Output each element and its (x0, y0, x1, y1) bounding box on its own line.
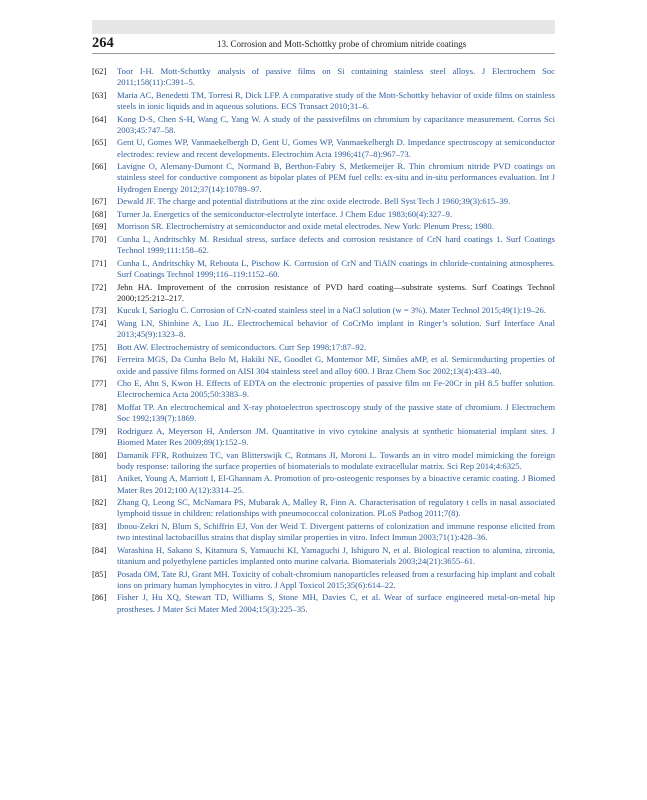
reference-text[interactable]: Dewald JF. The charge and potential distributions at the zinc oxide electrode. Bell Syst Tech J 1960;39(3):615–39. (117, 196, 511, 207)
reference-text[interactable]: Zhang Q, Leong SC, McNamara PS, Mubarak A, Malley R, Finn A. Characterisation of regulatory t cells in nasal associated lymphoid tissue in children: relationships with pneumococcal colonization. PLoS Pathog 2011;7(8). (117, 497, 555, 519)
reference-number: [67] (92, 196, 107, 207)
reference-text[interactable]: Lavigne O, Alemany-Dumont C, Normand B, Berthon-Fabry S, Metkemeijer R. Thin chromium nitride PVD coatings on stainless steel for conductive component as bipolar plates of PEM fuel cells: ex-situ and in-situ performances evaluation. Int J Hydrogen Energy 2012;37(14):10789–97. (117, 161, 555, 194)
reference-item (92, 318, 555, 340)
reference-number: [81] (92, 473, 107, 484)
reference-number: [84] (92, 544, 107, 555)
reference-item (92, 545, 555, 567)
reference-number: [85] (92, 568, 107, 579)
reference-text[interactable]: Fisher J, Hu XQ, Stewart TD, Williams S, Stone MH, Davies C, et al. Wear of surface engineered metal-on-metal hip prostheses. J Mater Sci Mater Med 2004;15(3):225–35. (117, 592, 555, 614)
reference-number: [70] (92, 233, 107, 244)
reference-item (92, 569, 555, 591)
reference-item (92, 258, 555, 280)
reference-item (92, 196, 555, 207)
reference-number: [76] (92, 354, 107, 365)
reference-text[interactable]: Moffat TP. An electrochemical and X-ray photoelectron spectroscopy study of the passive state of chromium. J Electrochem Soc 1992;139(7):1869. (117, 401, 555, 424)
reference-number: [86] (92, 592, 107, 603)
reference-item (92, 282, 555, 304)
reference-number: [66] (92, 161, 107, 172)
reference-number: [63] (92, 89, 107, 100)
reference-number: [74] (92, 317, 107, 328)
reference-number: [64] (92, 113, 107, 124)
reference-text[interactable]: Cho E, Ahn S, Kwon H. Effects of EDTA on the electronic properties of passive film on Fe-20Cr in pH 8.5 buffer solution. Electrochemica Acta 2005;50:3383–9. (117, 378, 555, 400)
reference-item (92, 402, 555, 424)
reference-number: [73] (92, 305, 107, 316)
reference-text[interactable]: Ferreira MGS, Da Cunha Belo M, Hakiki NE, Goodlet G, Montemor MF, Simões aMP, et al. Semiconducting properties of oxide and passive films formed on AISI 304 stainless steel and alloy 600. J Braz Chem Soc 2002;13(4):433–40. (117, 354, 555, 376)
reference-item (92, 209, 555, 220)
reference-item (92, 137, 555, 159)
reference-number: [62] (92, 66, 107, 76)
reference-text[interactable]: Aniket, Young A, Marriott I, El-Ghannam A. Promotion of pro-osteogenic responses by a bioactive ceramic coating. J Biomed Mater Res 2012;100 A(12):3314–25. (117, 473, 555, 495)
reference-item (92, 473, 555, 495)
reference-text[interactable]: Warashina H, Sakano S, Kitamura S, Yamauchi KI, Yamaguchi J, Ishiguro N, et al. Biological reaction to alumina, zirconia, titanium and polyethylene particles implanted onto murine calvaria. Biomaterials 2003;24(21):3655–61. (117, 544, 555, 566)
reference-number: [72] (92, 281, 107, 292)
reference-text[interactable]: Cunha L, Andritschky M. Residual stress, surface defects and corrosion resistance of CrN hard coatings 1. Surf Coatings Technol 1999;111:158–62. (117, 233, 555, 256)
reference-text[interactable]: Posada OM, Tate RJ, Grant MH. Toxicity of cobalt-chromium nanoparticles released from a resurfacing hip implant and cobalt ions on primary human lymphocytes in vitro. J Appl Toxicol 2015;35(6):614–22. (117, 568, 555, 590)
reference-text[interactable]: Damanik FFR, Rothuizen TC, van Blitterswijk C, Rotmans JI, Moroni L. Towards an in vitro model mimicking the foreign body response: tailoring the surface properties of biomaterials to modulate extracellular matrix. Sci Rep 2014;4:6325. (117, 449, 555, 471)
page-number: 264 (92, 35, 114, 51)
reference-item (92, 305, 555, 316)
reference-item (92, 66, 555, 88)
reference-text[interactable]: Bott AW. Electrochemistry of semiconductors. Curr Sep 1998;17:87–92. (117, 341, 367, 352)
running-title: 13. Corrosion and Mott-Schottky probe of chromium nitride coatings (217, 39, 467, 49)
reference-number: [77] (92, 378, 107, 389)
reference-item (92, 342, 555, 353)
reference-number: [83] (92, 520, 107, 531)
reference-text[interactable]: Ibnou-Zekri N, Blum S, Schiffrin EJ, Von der Weid T. Divergent patterns of colonization and immune response elicited from two intestinal lactobacillus strains that display similar properties in vitro. Infect Immun 2003;71(1):428–36. (117, 520, 555, 543)
reference-number: [71] (92, 257, 107, 268)
reference-item (92, 161, 555, 195)
reference-text[interactable]: Wang LN, Shinbine A, Luo JL. Electrochemical behavior of CoCrMo implant in Ringer’s solution. Surf Interface Anal 2013;45(9):1323–8. (117, 317, 555, 340)
reference-item (92, 592, 555, 614)
reference-text[interactable]: Maria AC, Benedetti TM, Torresi R, Dick LFP. A comparative study of the Mott-Schottky behavior of oxide films on stainless steels in ionic liquids and in aqueous solutions. ECS Transact 2010;31–6. (117, 89, 555, 111)
reference-number: [75] (92, 341, 107, 352)
reference-item (92, 497, 555, 519)
reference-item (92, 90, 555, 112)
reference-text[interactable]: Morrison SR. Electrochemistry at semiconductor and oxide metal electrodes. New York: Plenum Press; 1980. (117, 221, 494, 232)
reference-number: [65] (92, 137, 107, 148)
reference-text[interactable]: Kong D-S, Chen S-H, Wang C, Yang W. A study of the passivefilms on chromium by capacitance measurement. Corros Sci 2003;45:747–58. (117, 113, 555, 135)
reference-item (92, 221, 555, 232)
reference-list (92, 66, 555, 616)
reference-number: [68] (92, 208, 107, 219)
page-header (92, 35, 555, 54)
reference-number: [69] (92, 221, 107, 232)
reference-item (92, 354, 555, 376)
reference-text[interactable]: Kucuk I, Sarioglu C. Corrosion of CrN-coated stainless steel in a NaCl solution (w = 3%). Mater Technol 2015;49(1):19–26. (117, 305, 546, 316)
reference-number: [78] (92, 401, 107, 412)
reference-text[interactable]: Gent U, Gomes WP, Vanmaekelbergh D, Gent U, Gomes WP, Vanmaekelbergh D. Impedance spectroscopy at semiconductor electrodes: review and recent developments. Electrochim Acta 1996;41(7–8):967–73. (117, 137, 555, 159)
reference-item (92, 426, 555, 448)
reference-text[interactable]: Toor I-H. Mott-Schottky analysis of passive films on Si containing stainless steel alloys. J Electrochem Soc 2011;158(11):C391–5. (117, 66, 555, 88)
reference-item (92, 378, 555, 400)
reference-text[interactable]: Cunha L, Andritschky M, Rebouta L, Pischow K. Corrosion of CrN and TiAlN coatings in chloride-containing atmospheres. Surf Coatings Technol 1999;116–119:1152–60. (117, 257, 555, 279)
reference-number: [80] (92, 449, 107, 460)
reference-text[interactable]: Rodriguez A, Meyerson H, Anderson JM. Quantitative in vivo cytokine analysis at synthetic biomaterial implant sites. J Biomed Mater Res 2009;89(1):152–9. (117, 425, 555, 447)
reference-text[interactable]: Turner Ja. Energetics of the semiconductor-electrolyte interface. J Chem Educ 1983;60(4):327–9. (117, 208, 453, 219)
reference-item (92, 521, 555, 543)
reference-text: Jehn HA. Improvement of the corrosion resistance of PVD hard coating—substrate systems. Surf Coatings Technol 2000;125:212–217. (117, 281, 555, 303)
reference-item (92, 114, 555, 136)
reference-item (92, 450, 555, 472)
header-band (92, 20, 555, 34)
reference-number: [79] (92, 425, 107, 436)
reference-number: [82] (92, 497, 107, 508)
reference-item (92, 234, 555, 256)
